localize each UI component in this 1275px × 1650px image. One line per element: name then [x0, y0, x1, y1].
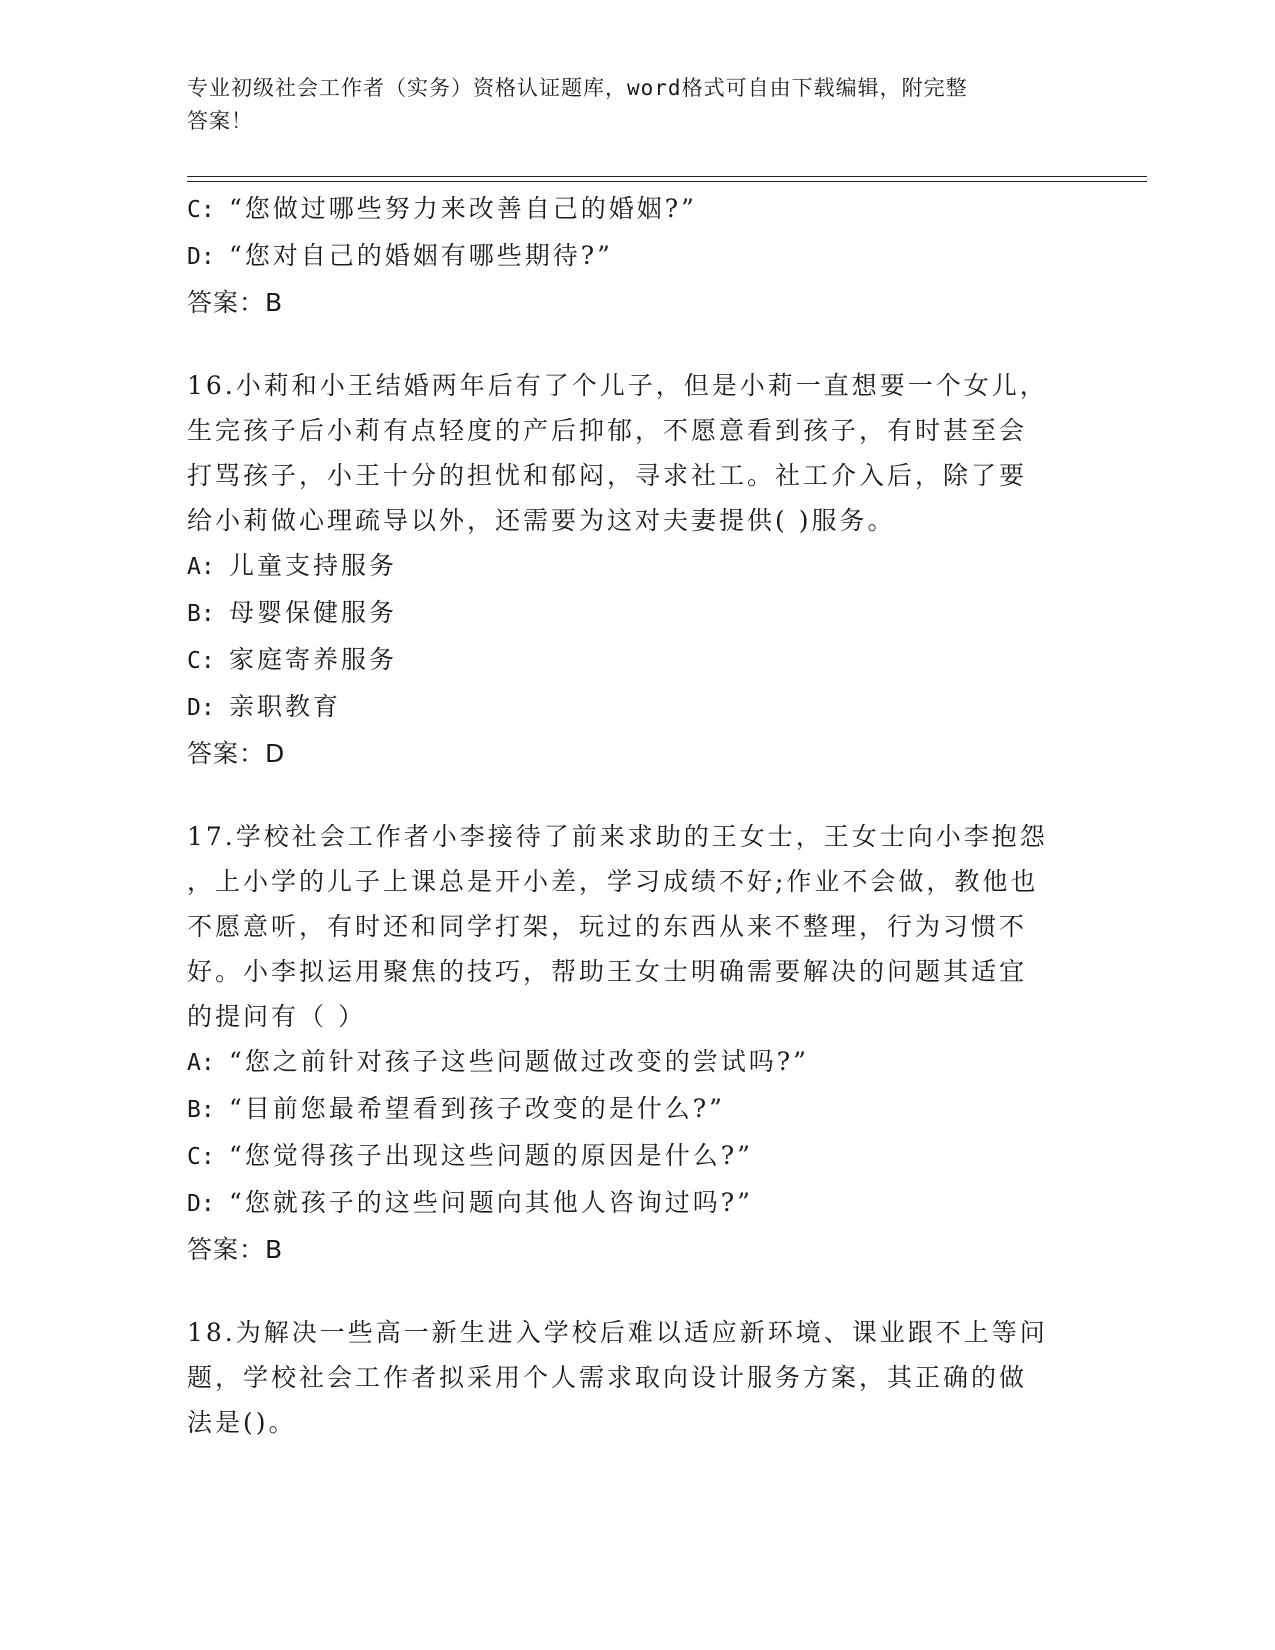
question-15: [187, 186, 1087, 325]
option-text: 母婴保健服务: [229, 598, 398, 627]
option-key: B:: [187, 1097, 215, 1123]
option-key: C:: [187, 197, 215, 223]
option-text: “您之前针对孩子这些问题做过改变的尝试吗?”: [229, 1047, 809, 1076]
option-text: 儿童支持服务: [229, 551, 398, 580]
question-content: [187, 186, 1087, 1445]
option-text: “您觉得孩子出现这些问题的原因是什么?”: [229, 1141, 753, 1170]
option-a: [187, 543, 1087, 590]
stem-line: ，上小学的儿子上课总是开小差，学习成绩不好;作业不会做，教他也: [187, 867, 1039, 896]
question-stem: [187, 814, 1067, 1039]
answer: 答案：B: [187, 288, 284, 317]
answer: 答案：B: [187, 1235, 284, 1264]
question-stem: [187, 1310, 1067, 1445]
option-c: [187, 637, 1087, 684]
header-line-2: 答案！: [187, 109, 253, 133]
question-18: [187, 1310, 1087, 1445]
option-a: [187, 1039, 1087, 1086]
option-key: B:: [187, 601, 215, 627]
header-divider-bottom: [187, 181, 1147, 182]
stem-line: 16.小莉和小王结婚两年后有了个儿子，但是小莉一直想要一个女儿，: [187, 371, 1048, 400]
option-b: [187, 590, 1087, 637]
option-c: [187, 186, 1087, 233]
option-c: [187, 1133, 1087, 1180]
stem-line: 17.学校社会工作者小李接待了前来求助的王女士，王女士向小李抱怨: [187, 822, 1048, 851]
option-key: A:: [187, 554, 215, 580]
stem-line: 的提问有（ ）: [187, 1002, 366, 1031]
question-16: [187, 363, 1087, 776]
option-text: “您就孩子的这些问题向其他人咨询过吗?”: [229, 1188, 753, 1217]
stem-line: 好。小李拟运用聚焦的技巧，帮助王女士明确需要解决的问题其适宜: [187, 957, 1028, 986]
stem-line: 不愿意听，有时还和同学打架，玩过的东西从来不整理，行为习惯不: [187, 912, 1028, 941]
option-key: C:: [187, 648, 215, 674]
option-key: C:: [187, 1144, 215, 1170]
stem-line: 给小莉做心理疏导以外，还需要为这对夫妻提供( )服务。: [187, 506, 896, 535]
answer: 答案：D: [187, 739, 286, 768]
option-text: 家庭寄养服务: [229, 645, 398, 674]
stem-line: 题，学校社会工作者拟采用个人需求取向设计服务方案，其正确的做: [187, 1363, 1028, 1392]
stem-line: 18.为解决一些高一新生进入学校后难以适应新环境、课业跟不上等问: [187, 1318, 1048, 1347]
option-key: A:: [187, 1050, 215, 1076]
question-stem: [187, 363, 1067, 543]
header-line-1: 专业初级社会工作者（实务）资格认证题库，word格式可自由下载编辑，附完整: [187, 76, 968, 100]
document-header: [187, 72, 1067, 138]
stem-line: 打骂孩子，小王十分的担忧和郁闷，寻求社工。社工介入后，除了要: [187, 461, 1028, 490]
option-key: D:: [187, 244, 215, 270]
option-key: D:: [187, 1191, 215, 1217]
option-d: [187, 684, 1087, 731]
header-divider-top: [187, 176, 1147, 177]
option-d: [187, 233, 1087, 280]
option-text: 亲职教育: [229, 692, 342, 721]
question-17: [187, 814, 1087, 1272]
option-b: [187, 1086, 1087, 1133]
option-text: “您对自己的婚姻有哪些期待?”: [229, 241, 613, 270]
option-text: “您做过哪些努力来改善自己的婚姻?”: [229, 194, 697, 223]
option-key: D:: [187, 695, 215, 721]
stem-line: 法是()。: [187, 1408, 297, 1437]
stem-line: 生完孩子后小莉有点轻度的产后抑郁，不愿意看到孩子，有时甚至会: [187, 416, 1028, 445]
option-d: [187, 1180, 1087, 1227]
option-text: “目前您最希望看到孩子改变的是什么?”: [229, 1094, 725, 1123]
